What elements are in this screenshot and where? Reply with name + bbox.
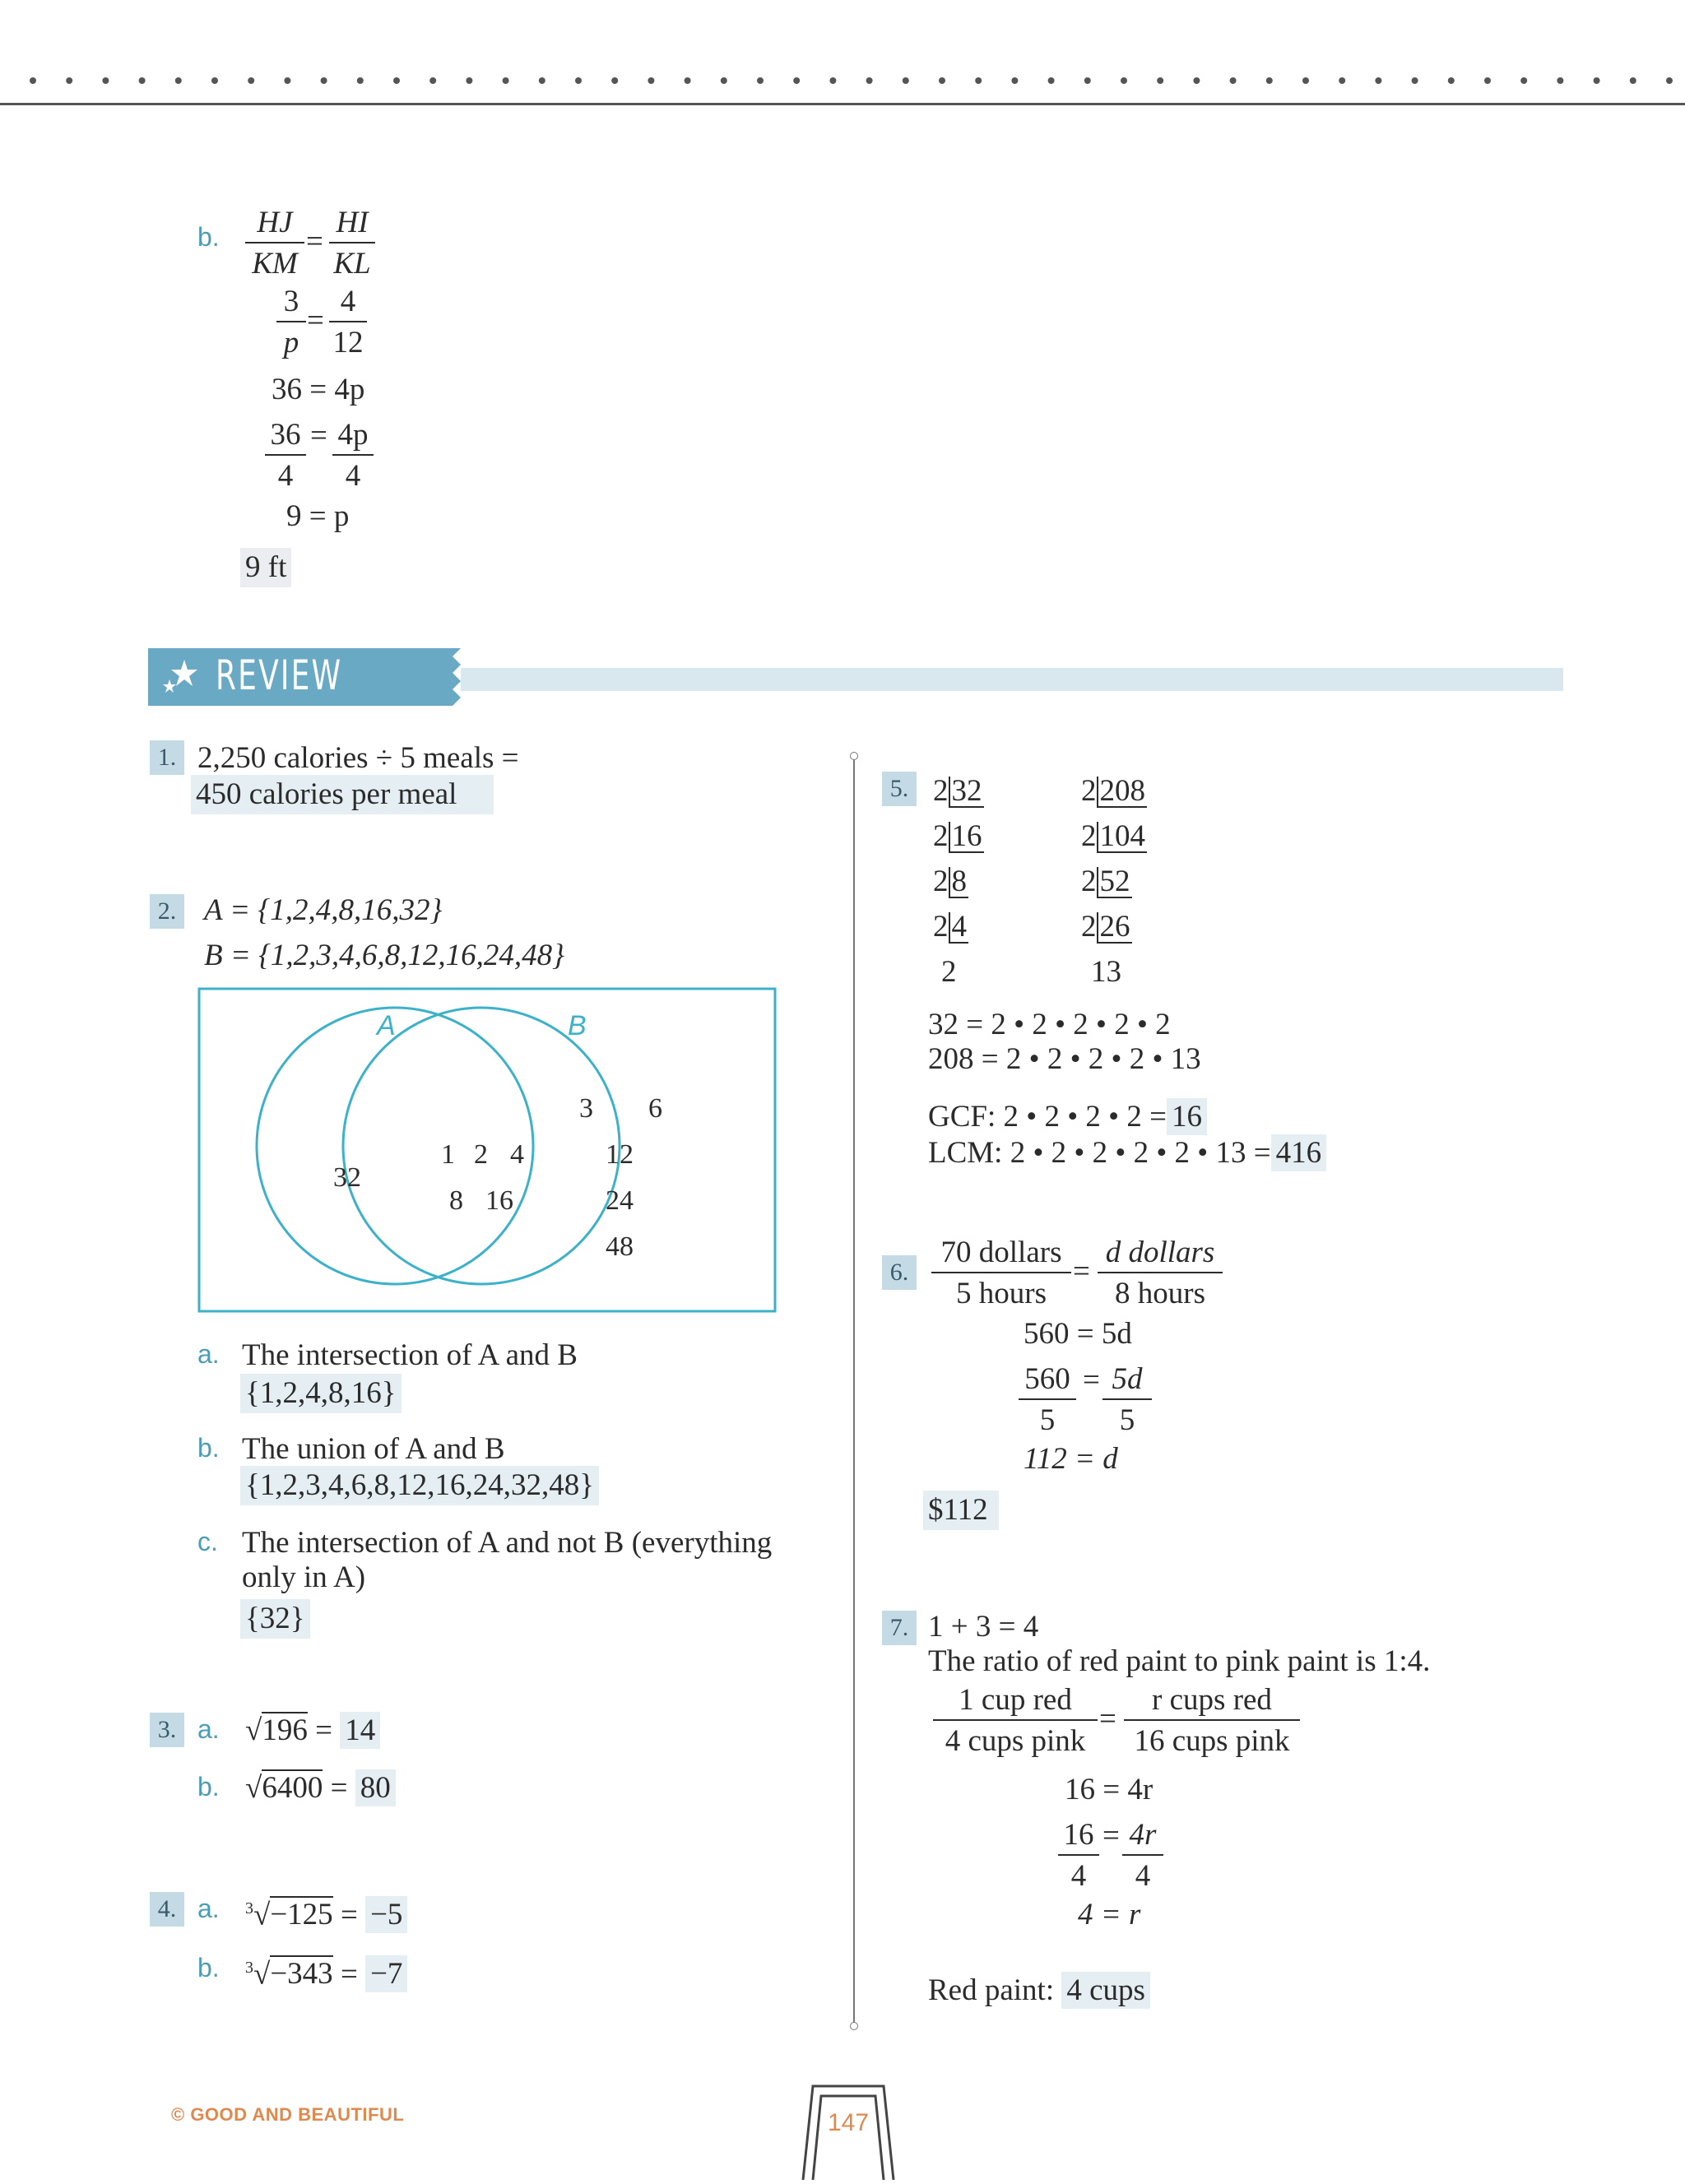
- fraction-numerator: 3: [276, 285, 306, 322]
- part-b-fraction-2-left: [276, 285, 306, 360]
- q2-a-text: The intersection of A and B: [242, 1338, 578, 1372]
- q4-a-index: 3: [245, 1899, 253, 1917]
- fraction-numerator: 36: [265, 418, 306, 456]
- fraction-denominator: 4: [277, 459, 294, 493]
- fraction-denominator: KM: [252, 247, 298, 281]
- q3-b-radicand: 6400: [262, 1771, 323, 1805]
- q7-equation-2: 16 = 4r: [1065, 1773, 1154, 1806]
- review-title: REVIEW: [216, 651, 343, 699]
- fraction-denominator: 16 cups pink: [1134, 1724, 1290, 1758]
- ladder-divisor: 2: [933, 865, 949, 898]
- divider-cap-bottom: [850, 2022, 858, 2030]
- q6-fraction-1-right: [1098, 1236, 1223, 1311]
- part-b-fraction-2-right: [329, 285, 367, 360]
- q5-lcm: [928, 1135, 1326, 1171]
- header-dots-svg: [0, 0, 1685, 107]
- ladder-divisor: 2: [1081, 819, 1097, 853]
- q2-b-letter: b.: [197, 1433, 220, 1463]
- fraction-numerator: HJ: [245, 206, 304, 243]
- q2-b-answer: {1,2,3,4,6,8,12,16,24,32,48}: [240, 1466, 599, 1505]
- page-number: 147: [827, 2109, 870, 2136]
- q3-b-letter: b.: [197, 1772, 220, 1801]
- q5-right-ladder: [1081, 768, 1147, 995]
- q4-a-letter: a.: [197, 1894, 220, 1923]
- header-dot: [939, 77, 945, 84]
- header-dot: [139, 77, 146, 84]
- header-dot: [284, 77, 290, 84]
- header-dot: [1557, 77, 1563, 84]
- page-number-tab: [795, 2081, 902, 2180]
- q7-line2: The ratio of red paint to pink paint is 1:4.: [928, 1644, 1431, 1678]
- fraction-numerator: 1 cup red: [933, 1683, 1098, 1721]
- q6-answer: $112: [923, 1491, 999, 1530]
- equals-sign: =: [306, 225, 323, 258]
- q3-a-answer: 14: [340, 1712, 380, 1749]
- fraction-numerator: d dollars: [1098, 1236, 1223, 1273]
- q2-a-letter: a.: [197, 1339, 220, 1369]
- header-dot: [1666, 77, 1673, 84]
- venn-intersection-item: 1: [441, 1139, 455, 1170]
- header-dot: [1412, 77, 1418, 84]
- q5-line1: 32 = 2 • 2 • 2 • 2 • 2: [928, 1008, 1171, 1041]
- radical-sign: √: [253, 1898, 271, 1932]
- equals-sign: =: [1073, 1254, 1090, 1288]
- fraction-denominator: 12: [332, 326, 364, 359]
- venn-label-a: A: [377, 1010, 396, 1041]
- ladder-final: 13: [1091, 955, 1121, 989]
- header-dot: [1448, 77, 1455, 84]
- venn-only-b-item: 6: [648, 1093, 662, 1124]
- q4-b-expression: [245, 1950, 407, 1992]
- fraction-numerator: 5d: [1102, 1362, 1152, 1400]
- question-number-2: 2.: [150, 894, 184, 929]
- q4-b-radicand: −343: [270, 1957, 333, 1992]
- q1-line1: 2,250 calories ÷ 5 meals =: [197, 741, 519, 775]
- q2-c-text-line2: only in A): [242, 1560, 366, 1594]
- q6-fraction-3-left: [1019, 1362, 1076, 1438]
- part-b-fraction-4-left: [265, 418, 306, 494]
- venn-diagram: [197, 987, 777, 1313]
- ladder-row: [933, 814, 984, 859]
- q2-c-answer: {32}: [240, 1599, 310, 1639]
- q4-a-radicand: −125: [270, 1898, 333, 1932]
- header-dot: [211, 77, 218, 84]
- fraction-numerator: 70 dollars: [931, 1236, 1071, 1273]
- q3-a-expression: [245, 1713, 380, 1749]
- ladder-value: 208: [1097, 777, 1148, 808]
- radical-sign: √: [253, 1957, 271, 1992]
- q7-final-answer: 4 cups: [1061, 1972, 1150, 2009]
- fraction-numerator: 4: [329, 285, 367, 322]
- ladder-value: 52: [1097, 867, 1132, 898]
- header-dot: [321, 77, 327, 84]
- equals-sign: =: [340, 1957, 366, 1992]
- q3-a-radicand: 196: [262, 1713, 308, 1747]
- fraction-numerator: 4p: [332, 418, 374, 456]
- ladder-divisor: 2: [933, 819, 949, 853]
- q5-line2: 208 = 2 • 2 • 2 • 2 • 13: [928, 1042, 1201, 1076]
- venn-only-b-item: 24: [606, 1185, 634, 1216]
- equals-sign: =: [1083, 1363, 1100, 1397]
- footer-copyright: © GOOD AND BEAUTIFUL: [171, 2104, 405, 2125]
- q2-set-a: A = {1,2,4,8,16,32}: [204, 893, 443, 927]
- fraction-numerator: r cups red: [1124, 1683, 1300, 1721]
- header-dot: [466, 77, 472, 84]
- header-dot: [1011, 77, 1018, 84]
- q5-lcm-label: LCM: 2 • 2 • 2 • 2 • 2 • 13 =: [928, 1136, 1271, 1170]
- part-b-equation-3: 36 = 4p: [272, 373, 365, 406]
- equals-sign: =: [340, 1898, 366, 1932]
- header-dot: [1630, 77, 1636, 84]
- fraction-denominator: 4 cups pink: [945, 1724, 1086, 1758]
- header-rule: [0, 103, 1685, 105]
- ladder-row: [1081, 904, 1147, 949]
- review-banner-shape: [148, 647, 1563, 709]
- header-dot: [102, 77, 109, 84]
- fraction-numerator: 4r: [1122, 1818, 1163, 1856]
- radical-sign: √: [245, 1713, 262, 1747]
- fraction-denominator: KL: [333, 247, 371, 281]
- part-b-fraction-1-right: [329, 206, 375, 281]
- fraction-denominator: 5 hours: [956, 1277, 1047, 1310]
- q3-b-answer: 80: [355, 1769, 396, 1806]
- venn-only-b-item: 12: [606, 1139, 634, 1170]
- venn-intersection-item: 4: [510, 1139, 524, 1170]
- q6-equation-4: 112 = d: [1024, 1442, 1118, 1476]
- header-dot: [721, 77, 727, 84]
- q7-equation-4: 4 = r: [1078, 1898, 1141, 1931]
- question-number-1: 1.: [150, 740, 184, 775]
- ladder-value: 26: [1097, 912, 1132, 944]
- header-dot: [1048, 77, 1055, 84]
- q4-a-answer: −5: [365, 1896, 407, 1933]
- circle-a: [257, 1008, 533, 1284]
- header-dot: [1266, 77, 1273, 84]
- header-dot: [393, 77, 400, 84]
- q7-line1: 1 + 3 = 4: [928, 1610, 1039, 1644]
- header-dot: [1520, 77, 1527, 84]
- venn-only-a: 32: [333, 1162, 361, 1193]
- ladder-value: 104: [1097, 822, 1148, 853]
- equals-sign: =: [330, 1771, 355, 1805]
- q4-b-answer: −7: [365, 1955, 407, 1992]
- q7-final: [928, 1973, 1150, 2009]
- equals-sign: =: [315, 1713, 341, 1747]
- q6-equation-2: 560 = 5d: [1024, 1317, 1132, 1351]
- equals-sign: =: [307, 304, 324, 337]
- header-dot: [829, 77, 836, 84]
- ladder-row: [933, 859, 984, 904]
- q5-gcf-answer: 16: [1167, 1098, 1207, 1135]
- ladder-value: 32: [949, 777, 984, 808]
- ladder-divisor: 2: [1081, 910, 1097, 944]
- radical-sign: √: [245, 1771, 262, 1805]
- ladder-final: 2: [941, 955, 957, 989]
- q7-fraction-1-right: [1124, 1683, 1300, 1759]
- ladder-row: [1081, 768, 1147, 814]
- venn-only-b-item: 3: [579, 1093, 593, 1124]
- fraction-denominator: 4: [1135, 1859, 1151, 1893]
- header-dot: [248, 77, 254, 84]
- header-dot: [975, 77, 982, 84]
- venn-intersection-item: 2: [474, 1139, 488, 1170]
- header-dot: [575, 77, 582, 84]
- header-dot: [1230, 77, 1237, 84]
- fraction-denominator: 4: [345, 459, 361, 493]
- ladder-row: [933, 904, 984, 949]
- fraction-numerator: 16: [1058, 1818, 1099, 1856]
- fraction-denominator: 8 hours: [1115, 1277, 1205, 1310]
- header-dot: [1121, 77, 1127, 84]
- part-b-answer: 9 ft: [240, 548, 291, 587]
- q7-fraction-3-left: [1058, 1818, 1099, 1894]
- header-dot: [611, 77, 618, 84]
- ladder-divisor: 2: [933, 910, 949, 944]
- star-icon: [160, 656, 201, 698]
- header-dot: [503, 77, 509, 84]
- equals-sign: =: [1099, 1702, 1116, 1736]
- header-dot: [1157, 77, 1163, 84]
- q6-fraction-3-right: [1102, 1362, 1152, 1438]
- review-banner: [148, 647, 1563, 709]
- ladder-divisor: 2: [1081, 865, 1097, 898]
- header-dot: [1084, 77, 1091, 84]
- question-number-5: 5.: [882, 772, 917, 806]
- header-dot: [866, 77, 873, 84]
- fraction-numerator: HI: [329, 206, 375, 243]
- ladder-divisor: 2: [933, 774, 949, 808]
- ladder-value: 4: [949, 912, 969, 944]
- header-dot: [1375, 77, 1381, 84]
- q1-answer: 450 calories per meal: [191, 775, 494, 814]
- q2-c-text-line1: The intersection of A and not B (everything: [242, 1526, 773, 1560]
- q6-fraction-1-left: [931, 1236, 1071, 1311]
- header-dot: [539, 77, 545, 84]
- q7-fraction-3-right: [1122, 1818, 1163, 1894]
- header-dot: [757, 77, 764, 84]
- header-dot: [1193, 77, 1200, 84]
- ladder-row: [1081, 859, 1147, 904]
- q3-a-letter: a.: [197, 1714, 220, 1744]
- column-divider: [853, 755, 855, 2025]
- header-dot: [175, 77, 182, 84]
- header-dot: [1302, 77, 1309, 84]
- ladder-value: 16: [949, 822, 984, 853]
- q4-a-expression: [245, 1890, 407, 1933]
- q2-b-text: The union of A and B: [242, 1432, 505, 1466]
- header-dot: [648, 77, 654, 84]
- question-number-3: 3.: [150, 1713, 184, 1747]
- ladder-value: 8: [949, 867, 969, 898]
- q5-left-ladder: [933, 768, 984, 995]
- fraction-denominator: 5: [1039, 1403, 1056, 1437]
- q2-a-answer: {1,2,4,8,16}: [240, 1374, 402, 1413]
- venn-only-b-item: 48: [606, 1231, 634, 1262]
- fraction-denominator: 5: [1119, 1403, 1135, 1437]
- question-number-6: 6.: [882, 1255, 917, 1290]
- header-dot: [429, 77, 436, 84]
- part-b-equation-5: 9 = p: [286, 499, 350, 533]
- q2-c-letter: c.: [197, 1527, 218, 1556]
- q3-b-expression: [245, 1770, 396, 1806]
- header-dot: [1339, 77, 1345, 84]
- q5-gcf-label: GCF: 2 • 2 • 2 • 2 =: [928, 1100, 1167, 1134]
- q7-fraction-1-left: [933, 1683, 1098, 1759]
- ladder-row: [1081, 814, 1147, 859]
- header-dot: [793, 77, 800, 84]
- equals-sign: =: [310, 419, 327, 452]
- part-b-fraction-1-left: [245, 206, 304, 281]
- header-dots: [0, 0, 1685, 107]
- venn-label-b: B: [568, 1010, 587, 1041]
- venn-intersection-item: 8: [449, 1185, 463, 1216]
- q7-final-label: Red paint:: [928, 1973, 1055, 2007]
- header-dot: [1484, 77, 1491, 84]
- q2-set-b: B = {1,2,3,4,6,8,12,16,24,48}: [204, 939, 564, 972]
- header-dot: [30, 77, 36, 84]
- question-number-4: 4.: [150, 1892, 184, 1927]
- q4-b-index: 3: [245, 1959, 253, 1977]
- header-dot: [903, 77, 909, 84]
- fraction-denominator: 4: [1070, 1859, 1087, 1893]
- question-number-7: 7.: [882, 1611, 917, 1645]
- q4-b-letter: b.: [197, 1953, 220, 1982]
- fraction-numerator: 560: [1019, 1362, 1076, 1400]
- part-b-letter: b.: [197, 222, 220, 252]
- header-dot: [685, 77, 691, 84]
- header-dot: [357, 77, 364, 84]
- divider-cap-top: [850, 752, 858, 760]
- part-b-fraction-4-right: [332, 418, 374, 494]
- q5-gcf: [928, 1099, 1207, 1135]
- q5-lcm-answer: 416: [1271, 1134, 1327, 1171]
- header-dot: [1594, 77, 1600, 84]
- ladder-divisor: 2: [1081, 774, 1097, 808]
- equals-sign: =: [1102, 1819, 1120, 1852]
- venn-intersection-item: 16: [485, 1185, 513, 1216]
- ladder-row: [933, 768, 984, 814]
- header-dot: [66, 77, 72, 84]
- fraction-denominator: p: [283, 326, 299, 359]
